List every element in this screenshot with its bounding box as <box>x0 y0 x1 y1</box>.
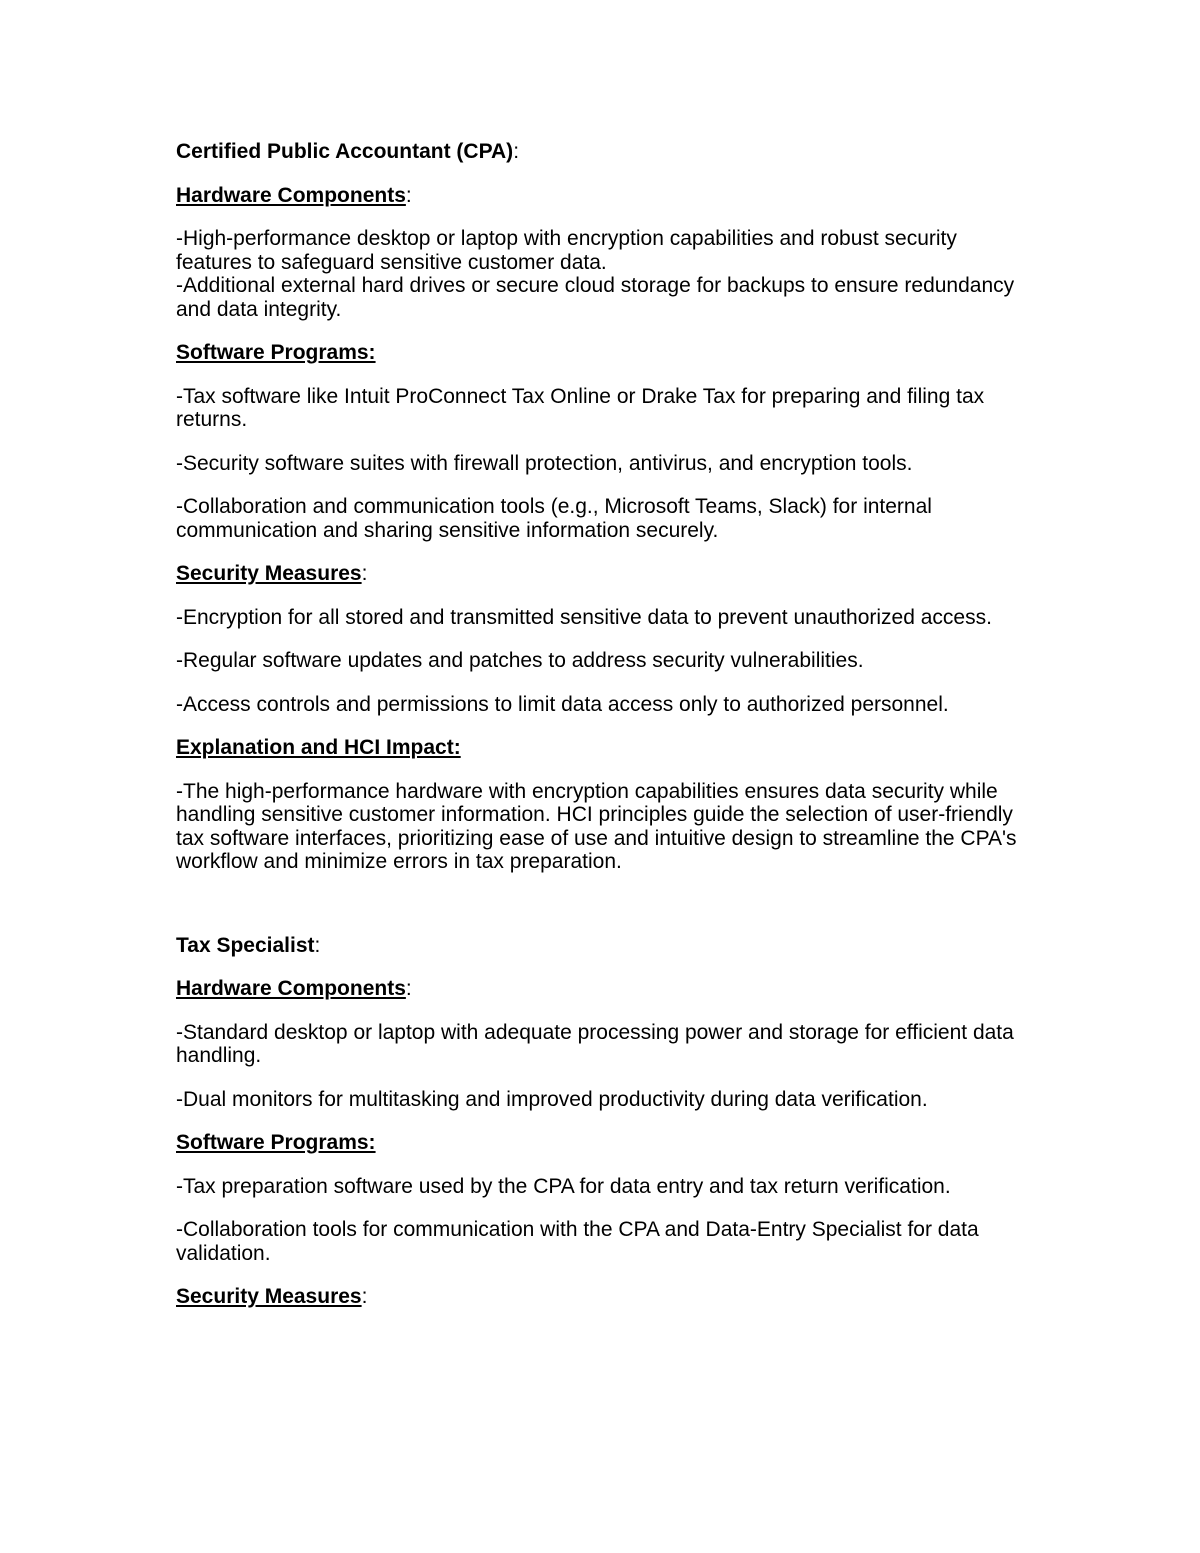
heading-hardware-components <box>176 977 1026 1001</box>
section-spacer <box>176 894 1026 934</box>
heading-label: Hardware Components <box>176 977 406 1000</box>
section-title-text: Certified Public Accountant (CPA) <box>176 140 514 163</box>
paragraph: -Security software suites with firewall protection, antivirus, and encryption tools. <box>176 451 913 475</box>
heading-label: Software Programs: <box>176 341 376 364</box>
section-title-cpa <box>176 140 1026 164</box>
section-title-colon: : <box>513 140 520 163</box>
paragraph: -Collaboration and communication tools (e.g., Microsoft Teams, Slack) for internal communication and sharing sensitive information securely. <box>176 495 932 542</box>
heading-colon: : <box>361 562 368 585</box>
section-title-colon: : <box>314 933 321 957</box>
paragraph: -Encryption for all stored and transmitted sensitive data to prevent unauthorized access. <box>176 605 992 629</box>
paragraph: -Tax software like Intuit ProConnect Tax Online or Drake Tax for preparing and filing tax returns. <box>176 384 985 431</box>
heading-colon: : <box>405 977 412 1000</box>
document-body <box>176 140 1026 1329</box>
paragraph: -The high-performance hardware with encryption capabilities ensures data security while handling sensitive customer information. HCI principles guide the selection of user-friendly tax software interfaces, prioritizing ease of use and intuitive design to streamline the CPA's workflow and minimize errors in tax preparation. <box>176 779 1017 873</box>
section-title-tax-specialist <box>176 934 1026 958</box>
paragraph: -Tax preparation software used by the CPA for data entry and tax return verification. <box>176 1174 951 1198</box>
paragraph: -Access controls and permissions to limit data access only to authorized personnel. <box>176 692 949 716</box>
heading-colon: : <box>361 1285 368 1308</box>
heading-software-programs <box>176 1131 1026 1155</box>
heading-hardware-components <box>176 184 1026 208</box>
heading-colon: : <box>405 183 412 207</box>
paragraph: -Collaboration tools for communication with the CPA and Data-Entry Specialist for data validation. <box>176 1218 979 1265</box>
heading-label: Security Measures <box>176 562 362 585</box>
paragraph: -Standard desktop or laptop with adequate processing power and storage for efficient data handling. <box>176 1020 1014 1067</box>
heading-explanation-hci <box>176 736 1026 760</box>
heading-security-measures <box>176 1285 1026 1309</box>
section-title-text: Tax Specialist <box>176 933 315 957</box>
heading-label: Security Measures <box>176 1285 362 1308</box>
heading-label: Software Programs: <box>176 1131 376 1154</box>
paragraph: -Dual monitors for multitasking and improved productivity during data verification. <box>176 1087 928 1111</box>
paragraph: -Additional external hard drives or secure cloud storage for backups to ensure redundancy and data integrity. <box>176 274 1015 321</box>
heading-label: Explanation and HCI Impact: <box>176 736 461 759</box>
heading-security-measures <box>176 562 1026 586</box>
heading-label: Hardware Components <box>176 183 406 207</box>
heading-software-programs <box>176 341 1026 365</box>
paragraph: -Regular software updates and patches to address security vulnerabilities. <box>176 649 864 672</box>
paragraph: -High-performance desktop or laptop with encryption capabilities and robust security features to safeguard sensitive customer data. <box>176 227 957 274</box>
